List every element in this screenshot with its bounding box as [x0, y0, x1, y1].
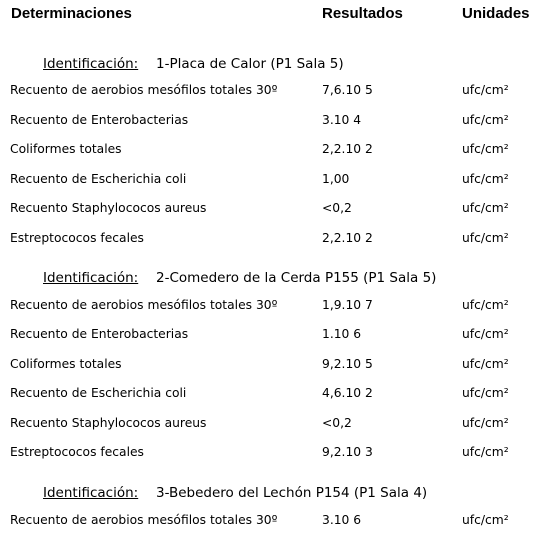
unidad-cell: ufc/cm² [462, 142, 509, 156]
resultado-cell: 2,2.10 2 [322, 231, 373, 245]
resultado-cell: 2,2.10 2 [322, 142, 373, 156]
unidad-cell: ufc/cm² [462, 513, 509, 527]
identification-label: Identificación: [43, 56, 139, 72]
resultado-cell: <0,2 [322, 416, 352, 430]
identification-label: Identificación: [43, 485, 139, 501]
resultado-cell: 3.10 6 [322, 513, 362, 527]
table-row [0, 443, 540, 461]
resultado-cell: 7,6.10 5 [322, 83, 373, 97]
header-unidades: Unidades [462, 5, 530, 22]
resultado-cell: <0,2 [322, 201, 352, 215]
determinacion-cell: Recuento de Escherichia coli [10, 172, 187, 186]
table-row [0, 296, 540, 314]
determinacion-cell: Recuento de aerobios mesófilos totales 30º [10, 83, 278, 97]
table-row [0, 111, 540, 129]
section-identification-3 [43, 483, 427, 503]
determinacion-cell: Coliformes totales [10, 357, 122, 371]
determinacion-cell: Recuento de Enterobacterias [10, 113, 189, 127]
header-determinaciones: Determinaciones [11, 5, 132, 22]
resultado-cell: 1,9.10 7 [322, 298, 373, 312]
identification-value: 3-Bebedero del Lechón P154 (P1 Sala 4) [156, 485, 428, 501]
table-row [0, 170, 540, 188]
section-identification-1 [43, 54, 344, 74]
table-row [0, 414, 540, 432]
table-row [0, 199, 540, 217]
determinacion-cell: Recuento de aerobios mesófilos totales 30º [10, 513, 278, 527]
table-row [0, 325, 540, 343]
table-row [0, 355, 540, 373]
determinacion-cell: Recuento Staphylococos aureus [10, 416, 207, 430]
unidad-cell: ufc/cm² [462, 113, 509, 127]
determinacion-cell: Recuento Staphylococos aureus [10, 201, 207, 215]
unidad-cell: ufc/cm² [462, 357, 509, 371]
unidad-cell: ufc/cm² [462, 83, 509, 97]
determinacion-cell: Recuento de aerobios mesófilos totales 30º [10, 298, 278, 312]
resultado-cell: 9,2.10 3 [322, 445, 373, 459]
unidad-cell: ufc/cm² [462, 201, 509, 215]
resultado-cell: 1,00 [322, 172, 350, 186]
unidad-cell: ufc/cm² [462, 445, 509, 459]
unidad-cell: ufc/cm² [462, 416, 509, 430]
determinacion-cell: Estreptococos fecales [10, 231, 144, 245]
resultado-cell: 9,2.10 5 [322, 357, 373, 371]
section-identification-2 [43, 268, 436, 288]
unidad-cell: ufc/cm² [462, 231, 509, 245]
determinacion-cell: Estreptococos fecales [10, 445, 144, 459]
table-row [0, 140, 540, 158]
table-row [0, 229, 540, 247]
determinacion-cell: Recuento de Escherichia coli [10, 386, 187, 400]
table-header [0, 5, 540, 27]
table-row [0, 511, 540, 529]
unidad-cell: ufc/cm² [462, 386, 509, 400]
table-row [0, 81, 540, 99]
identification-value: 2-Comedero de la Cerda P155 (P1 Sala 5) [156, 270, 437, 286]
unidad-cell: ufc/cm² [462, 298, 509, 312]
resultado-cell: 4,6.10 2 [322, 386, 373, 400]
determinacion-cell: Recuento de Enterobacterias [10, 327, 189, 341]
table-row [0, 384, 540, 402]
unidad-cell: ufc/cm² [462, 172, 509, 186]
identification-label: Identificación: [43, 270, 139, 286]
header-resultados: Resultados [322, 5, 403, 22]
identification-value: 1-Placa de Calor (P1 Sala 5) [156, 56, 344, 72]
determinacion-cell: Coliformes totales [10, 142, 122, 156]
resultado-cell: 1.10 6 [322, 327, 362, 341]
resultado-cell: 3.10 4 [322, 113, 362, 127]
unidad-cell: ufc/cm² [462, 327, 509, 341]
